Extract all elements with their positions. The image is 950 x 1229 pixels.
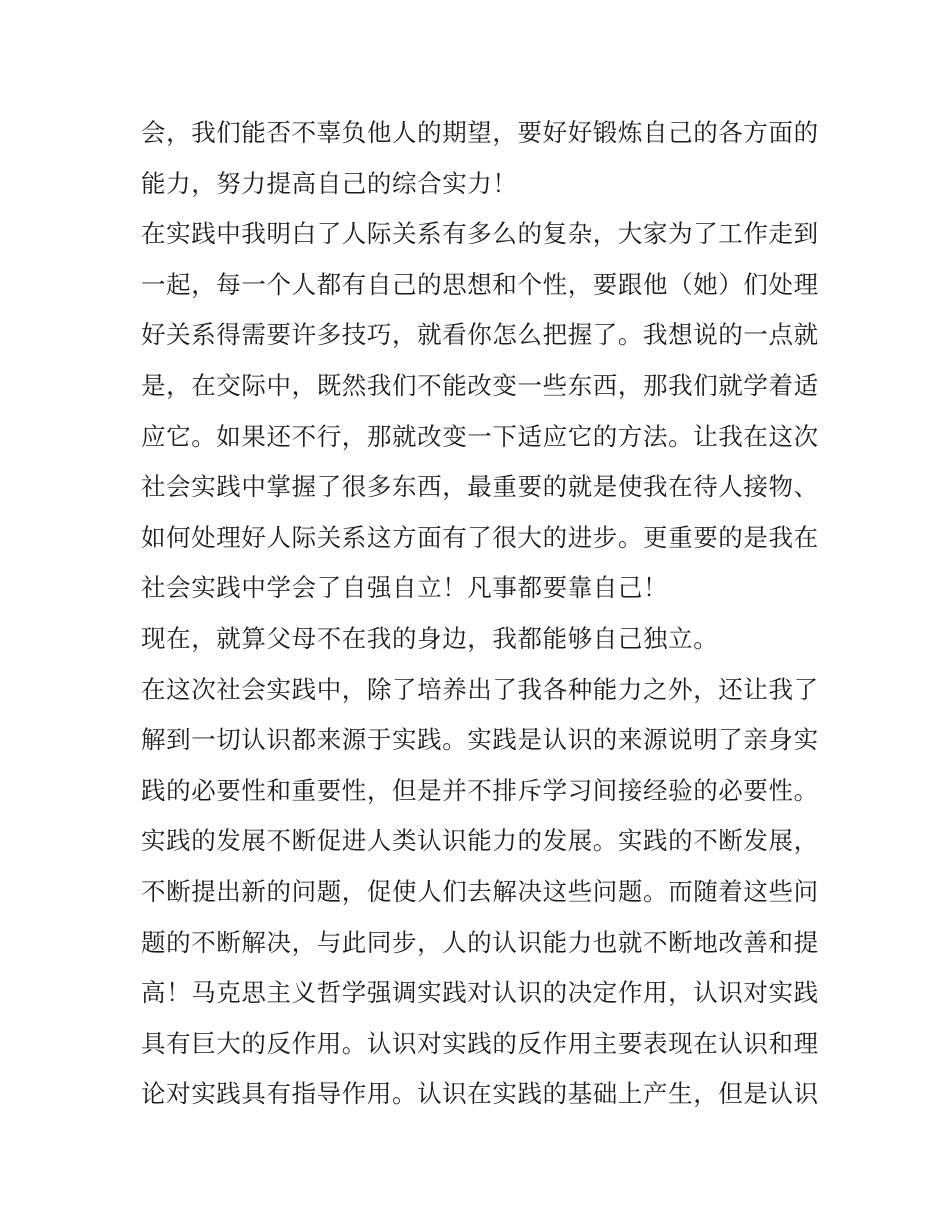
text-line: 社会实践中掌握了很多东西，最重要的就是使我在待人接物、 [141, 472, 819, 502]
text-line: 不断提出新的问题，促使人们去解决这些问题。而随着这些问 [141, 876, 819, 906]
text-line: 能力，努力提高自己的综合实力！ [141, 168, 518, 198]
text-line: 是，在交际中，既然我们不能改变一些东西，那我们就学着适 [141, 370, 819, 400]
text-line: 论对实践具有指导作用。认识在实践的基础上产生，但是认识 [141, 1079, 819, 1109]
text-line: 一起，每一个人都有自己的思想和个性，要跟他（她）们处理 [141, 269, 819, 299]
text-line: 解到一切认识都来源于实践。实践是认识的来源说明了亲身实 [141, 725, 819, 755]
text-line: 实践的发展不断促进人类认识能力的发展。实践的不断发展， [141, 826, 819, 856]
text-line: 好关系得需要许多技巧，就看你怎么把握了。我想说的一点就 [141, 320, 819, 350]
text-line: 践的必要性和重要性，但是并不排斥学习间接经验的必要性。 [141, 775, 819, 805]
text-line: 会，我们能否不辜负他人的期望，要好好锻炼自己的各方面的 [141, 118, 819, 147]
text-line: 社会实践中学会了自强自立！凡事都要靠自己！ [141, 573, 669, 603]
text-line: 在这次社会实践中，除了培养出了我各种能力之外，还让我了 [141, 674, 819, 704]
text-line: 现在，就算父母不在我的身边，我都能够自己独立。 [141, 623, 719, 653]
text-line: 在实践中我明白了人际关系有多么的复杂，大家为了工作走到 [141, 219, 819, 249]
document-body [141, 108, 821, 1120]
text-line: 应它。如果还不行，那就改变一下适应它的方法。让我在这次 [141, 421, 819, 451]
text-line: 具有巨大的反作用。认识对实践的反作用主要表现在认识和理 [141, 1028, 819, 1058]
text-line: 如何处理好人际关系这方面有了很大的进步。更重要的是我在 [141, 522, 819, 552]
text-line: 题的不断解决，与此同步，人的认识能力也就不断地改善和提 [141, 927, 819, 957]
text-line: 高！马克思主义哲学强调实践对认识的决定作用，认识对实践 [141, 978, 819, 1008]
